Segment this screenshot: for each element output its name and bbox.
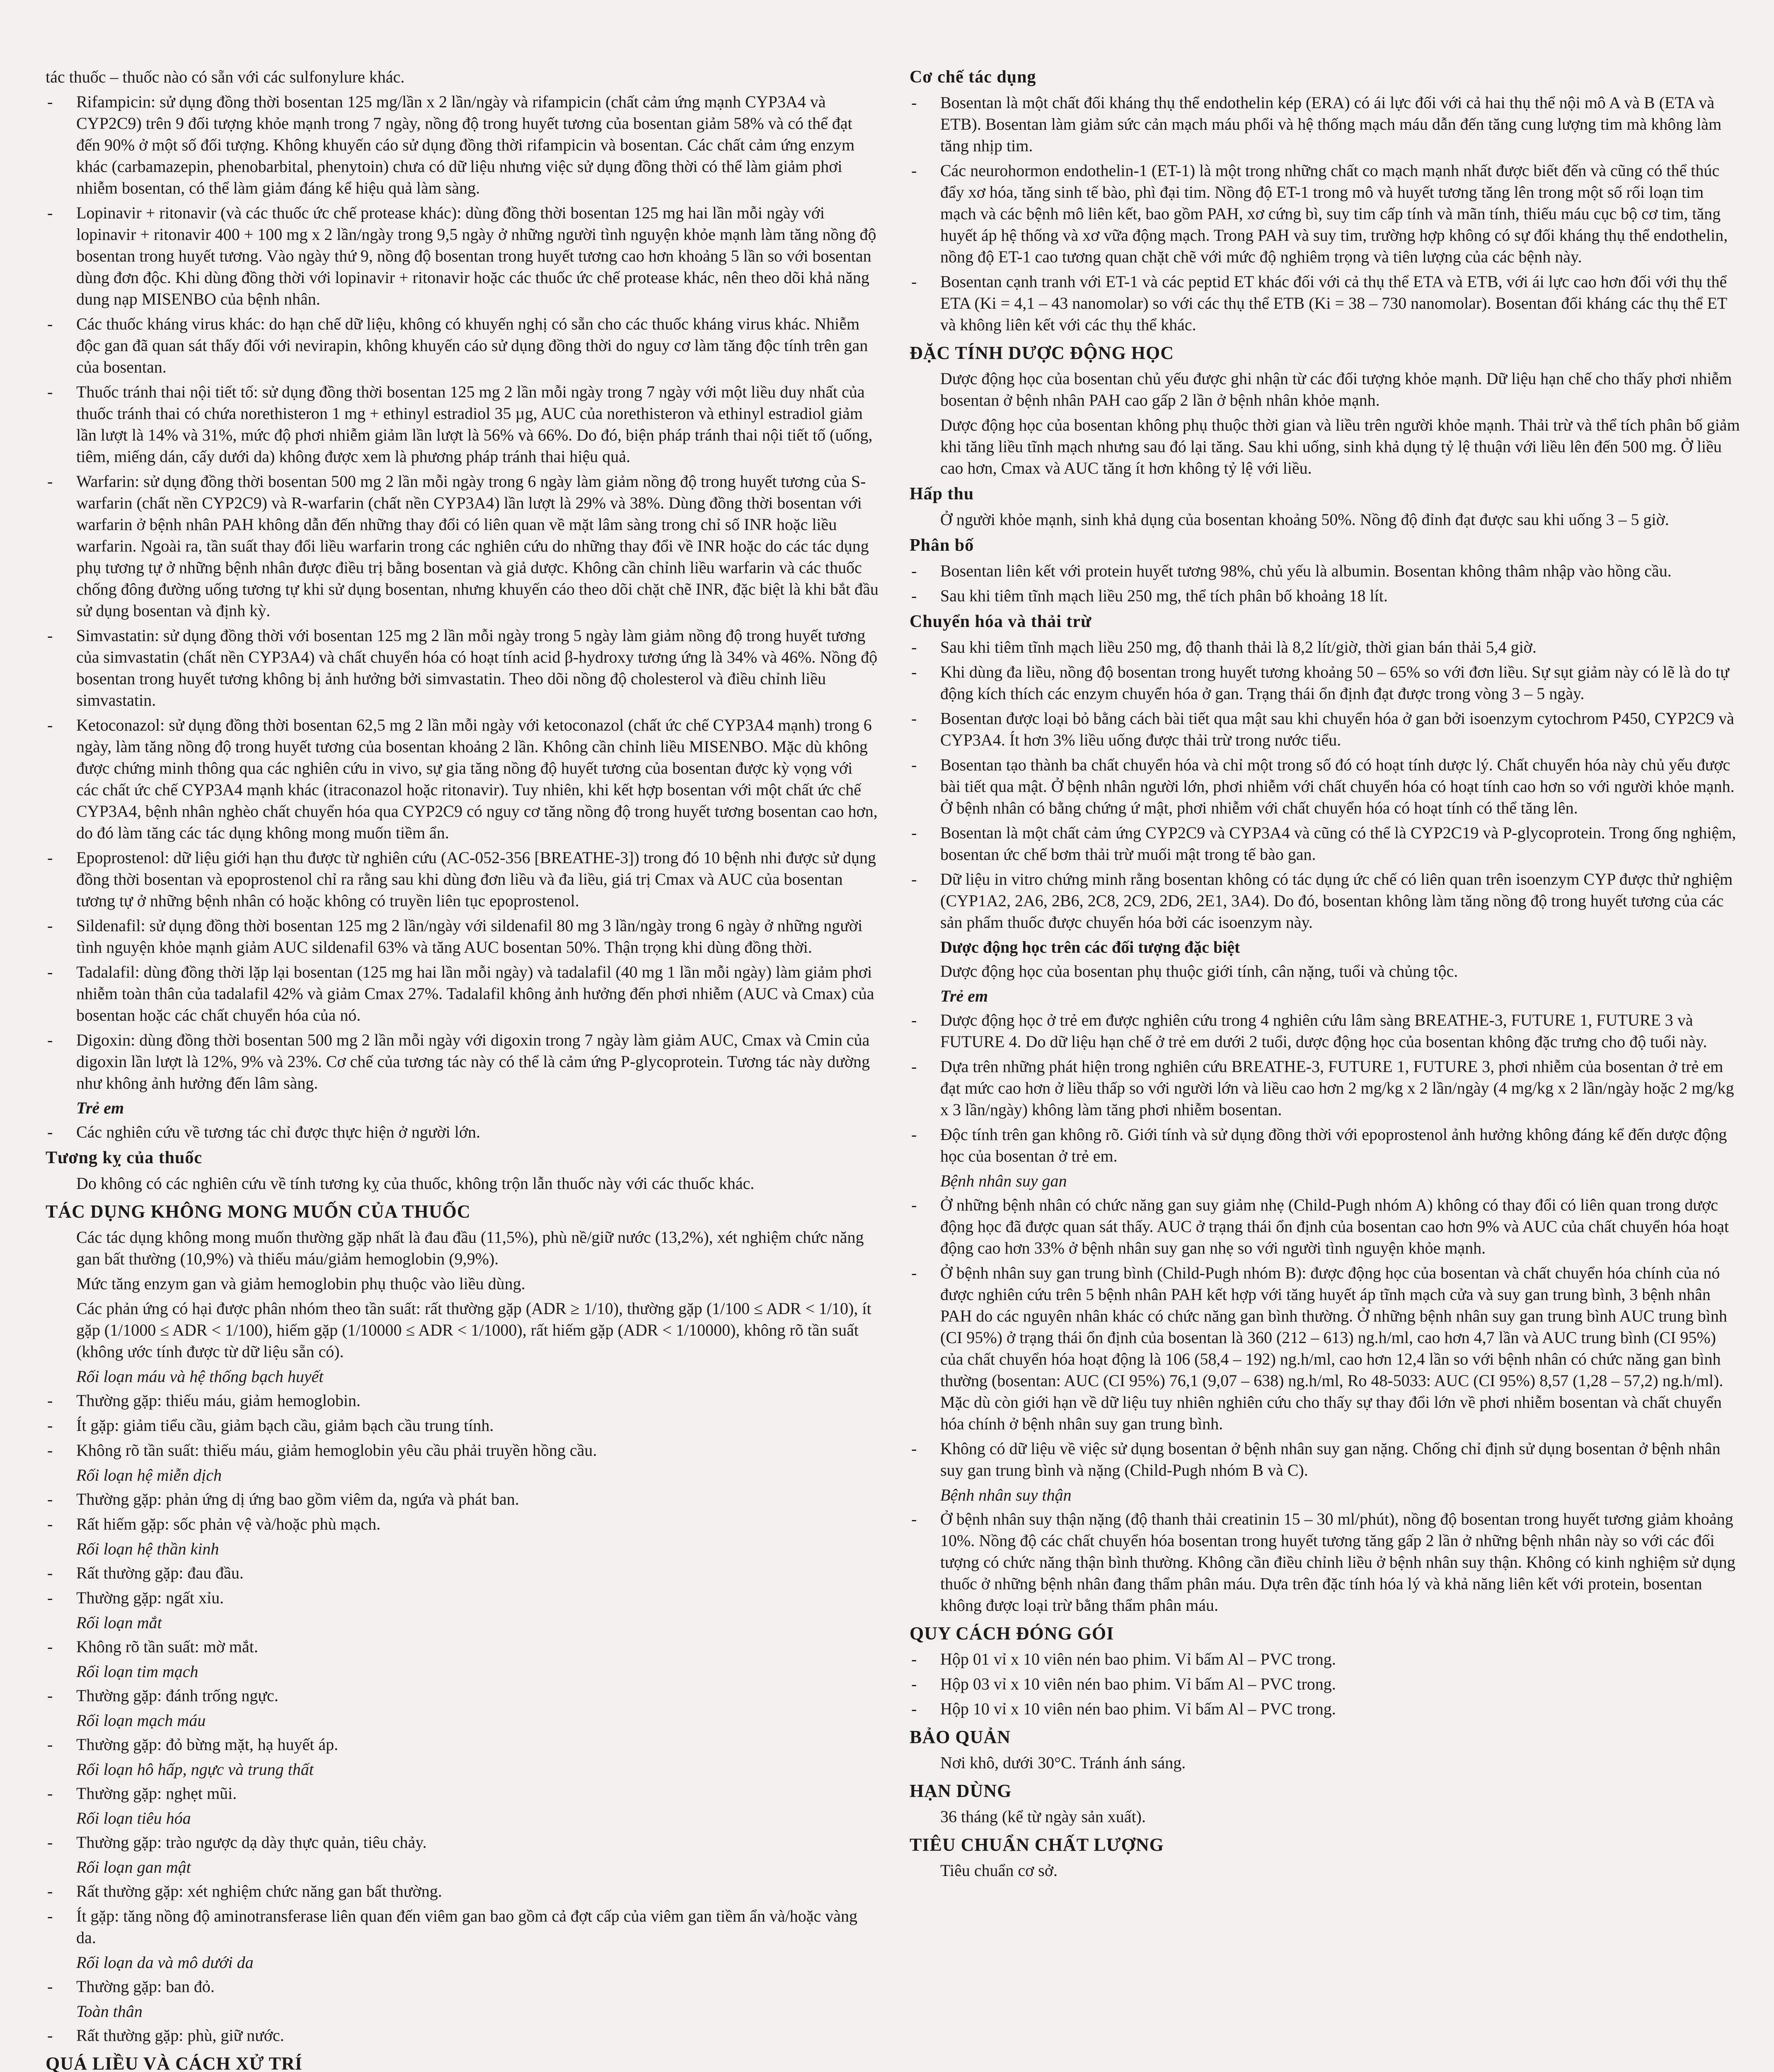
list-item-text: Bosentan liên kết với protein huyết tương 98%, chủ yếu là albumin. Bosentan không thâm nhập vào hồng cầu. [940, 562, 1672, 580]
bullet-dash: - [47, 203, 53, 222]
bullet-dash: - [47, 1833, 53, 1852]
list-item-text: Các thuốc kháng virus khác: do hạn chế dữ liệu, không có khuyến nghị có sẵn cho các thuốc kháng virus khác. Nhiễm độc gan đã quan sát thấy đối với nevirapin, không khuyến cáo sử dụng đồng thời do nguy cơ làm tăng độc tính trên gan của bosentan. [76, 315, 868, 376]
bullet-dash: - [911, 1011, 917, 1029]
bullet-dash: - [47, 1031, 53, 1049]
bullet-dash: - [911, 1650, 917, 1668]
list-item [46, 1636, 879, 1658]
list-item [910, 1438, 1743, 1481]
bullet-dash: - [911, 1057, 917, 1076]
bullet-dash: - [47, 1637, 53, 1656]
list-item [46, 313, 879, 378]
list-item [46, 625, 879, 711]
list-item [46, 1783, 879, 1804]
left-column [46, 66, 879, 2072]
incompatibility-heading: Tương kỵ của thuốc [46, 1148, 203, 1167]
bullet-dash: - [47, 716, 53, 734]
list-item-text: Hộp 03 vỉ x 10 viên nén bao phim. Vỉ bấm Al – PVC trong. [940, 1675, 1336, 1693]
list-item-text: Sildenafil: sử dụng đồng thời bosentan 125 mg 2 lần/ngày với sildenafil 80 mg 3 lần/ngày trong 6 ngày ở những người tình nguyện khỏe mạnh giảm AUC sildenafil 63% và tăng AUC bosentan 50%. Thận trọng khi dùng đồng thời. [76, 916, 863, 956]
list-item [46, 1734, 879, 1755]
bullet-dash: - [47, 626, 53, 645]
bullet-dash: - [47, 472, 53, 491]
list-item [910, 560, 1743, 582]
adverse-effect-group-label: Rối loạn hệ miễn dịch [76, 1466, 222, 1484]
list-item-text: Rất thường gặp: đau đầu. [76, 1564, 244, 1582]
bullet-dash: - [47, 1588, 53, 1607]
children-label: Trẻ em [940, 987, 988, 1005]
absorption-heading: Hấp thu [910, 484, 974, 503]
list-item [46, 714, 879, 844]
adverse-effect-group-label: Rối loạn da và mô dưới da [76, 1953, 254, 1972]
list-item [46, 1415, 879, 1436]
list-item [46, 1976, 879, 1997]
quality-standard-heading: TIÊU CHUẨN CHẤT LƯỢNG [910, 1835, 1164, 1855]
list-item [46, 1905, 879, 1949]
list-item-text: Các neurohormon endothelin-1 (ET-1) là một trong những chất co mạch mạnh nhất được biết đến và cũng có thể thúc đẩy xơ hóa, tăng sinh tế bào, phì đại tim. Nồng độ ET-1 trong mô và huyết tương tăng lên trong một số rối loạn tim mạch và các bệnh mô liên kết, bao gồm PAH, xơ cứng bì, suy tim cấp tính và mãn tính, thiếu máu cục bộ cơ tim, tăng huyết áp hệ thống và xơ vữa động mạch. Trong PAH và suy tim, trường hợp không có sự đối kháng thụ thể endothelin, nồng độ ET-1 cao tương quan chặt chẽ với mức độ nghiêm trọng và tiên lượng của các bệnh này. [940, 161, 1728, 266]
bullet-dash: - [47, 92, 53, 111]
adverse-effect-group-label: Rối loạn máu và hệ thống bạch huyết [76, 1367, 324, 1386]
list-item-text: Thường gặp: ban đỏ. [76, 1977, 215, 1996]
list-item [46, 471, 879, 622]
children-list [910, 1009, 1743, 1167]
shelf-life-text: 36 tháng (kể từ ngày sản xuất). [940, 1807, 1146, 1826]
list-item [910, 271, 1743, 336]
list-item [46, 91, 879, 199]
storage-text: Nơi khô, dưới 30°C. Tránh ánh sáng. [940, 1753, 1186, 1772]
pk-para: Dược động học của bosentan chủ yếu được ghi nhận từ các đối tượng khỏe mạnh. Dữ liệu hạn chế cho thấy phơi nhiễm bosentan ở bệnh nhân PAH cao gấp 2 lần ở bệnh nhân khỏe mạnh. [940, 369, 1732, 409]
special-populations-heading: Dược động học trên các đối tượng đặc biệt [940, 938, 1240, 956]
incompatibility-text: Do không có các nghiên cứu về tính tương kỵ của thuốc, không trộn lẫn thuốc này với các thuốc khác. [76, 1174, 755, 1193]
adverse-effects-para: Các tác dụng không mong muốn thường gặp nhất là đau đầu (11,5%), phù nề/giữ nước (13,2%), xét nghiệm chức năng gan bất thường (10,9%) và thiếu máu/giảm hemoglobin (9,9%). [76, 1228, 864, 1268]
list-item-text: Không rõ tần suất: mờ mắt. [76, 1637, 258, 1656]
adverse-effect-group-label: Rối loạn tim mạch [76, 1662, 198, 1681]
distribution-list [910, 560, 1743, 607]
absorption-text: Ở người khỏe mạnh, sinh khả dụng của bosentan khoảng 50%. Nồng độ đỉnh đạt được sau khi uống 3 – 5 giờ. [940, 510, 1669, 529]
list-item [910, 869, 1743, 933]
list-item: - Các nghiên cứu về tương tác chỉ được thực hiện ở người lớn. [47, 1123, 481, 1141]
pk-para: Dược động học của bosentan không phụ thuộc thời gian và liều trên người khỏe mạnh. Thải trừ và thể tích phân bố giảm khi tăng liều tĩnh mạch nhưng sau đó lại tăng. Sau khi uống, sinh khả dụng tỷ lệ thuận với liều lên đến 500 mg. Ở liều cao hơn, Cmax và AUC tăng ít hơn không tỷ lệ với liều. [940, 416, 1740, 477]
quality-standard-text: Tiêu chuẩn cơ sở. [940, 1861, 1058, 1880]
list-item-text: Epoprostenol: dữ liệu giới hạn thu được từ nghiên cứu (AC-052-356 [BREATHE-3]) trong đó 10 bệnh nhi được sử dụng đồng thời bosentan và epoprostenol chỉ ra rằng sau khi dùng đơn liều và đa liều, giá trị Cmax và AUC của bosentan tương tự ở những bệnh nhân có hoặc không có truyền liên tục epoprostenol. [76, 848, 876, 910]
list-item-text: Ở bệnh nhân suy thận nặng (độ thanh thải creatinin 15 – 30 ml/phút), nồng độ bosentan trong huyết tương giảm khoảng 10%. Nồng độ các chất chuyển hóa bosentan trong huyết tương tăng gấp 2 lần ở những bệnh nhân này so với các đối tượng có chức năng thận bình thường. Không cần điều chỉnh liều ở bệnh nhân suy thận. Không có kinh nghiệm sử dụng thuốc ở những bệnh nhân đang thẩm phân máu. Dựa trên đặc tính hóa lý và khả năng liên kết với protein, bosentan không được loại trừ bằng thẩm phân máu. [940, 1510, 1735, 1615]
list-item-text: Thường gặp: thiếu máu, giảm hemoglobin. [76, 1391, 361, 1410]
list-item-text: Lopinavir + ritonavir (và các thuốc ức chế protease khác): dùng đồng thời bosentan 125 mg hai lần mỗi ngày với lopinavir + ritonavir 400 + 100 mg x 2 lần/ngày trong 9,5 ngày ở những người tình nguyện khỏe mạnh làm tăng nồng độ bosentan trong huyết tương. Vào ngày thứ 9, nồng độ bosentan trong huyết tương cao hơn khoảng 5 lần so với bosentan dùng đơn độc. Khi dùng đồng thời với lopinavir + ritonavir hoặc các thuốc ức chế protease khác, nên theo dõi khả năng dung nạp MISENBO của bệnh nhân. [76, 203, 876, 308]
list-item-text: Rất thường gặp: xét nghiệm chức năng gan bất thường. [76, 1882, 442, 1900]
list-item-text: Khi dùng đa liều, nồng độ bosentan trong huyết tương khoảng 50 – 65% so với đơn liều. Sự sụt giảm này có lẽ là do tự động kích thích các enzym chuyển hóa ở gan. Trạng thái ổn định đạt được trong vòng 3 – 5 ngày. [940, 663, 1729, 703]
mechanism-heading: Cơ chế tác dụng [910, 68, 1036, 87]
adverse-effects-heading: TÁC DỤNG KHÔNG MONG MUỐN CỦA THUỐC [46, 1201, 471, 1222]
special-populations-intro: Dược động học của bosentan phụ thuộc giới tính, cân nặng, tuổi và chủng tộc. [940, 962, 1458, 980]
adverse-effect-group-label: Rối loạn gan mật [76, 1858, 191, 1876]
hepatic-label: Bệnh nhân suy gan [940, 1172, 1067, 1190]
renal-list [910, 1508, 1743, 1616]
pharmacokinetics-heading: ĐẶC TÍNH DƯỢC ĐỘNG HỌC [910, 343, 1174, 363]
list-item [910, 1124, 1743, 1167]
list-item [46, 1881, 879, 1902]
bullet-dash: - [47, 1441, 53, 1460]
list-item-text: Digoxin: dùng đồng thời bosentan 500 mg 2 lần mỗi ngày với digoxin trong 7 ngày làm giảm AUC, Cmax và Cmin của digoxin lần lượt là 12%, 9% và 23%. Cơ chế của tương tác này có thể là cảm ứng P-glycoprotein. Tương tác này dường như không ảnh hưởng đến lâm sàng. [76, 1031, 870, 1092]
list-item [46, 1562, 879, 1584]
list-item [46, 1029, 879, 1094]
list-item [46, 381, 879, 467]
adverse-effect-group-label: Rối loạn hô hấp, ngực và trung thất [76, 1760, 314, 1779]
children-label: Trẻ em [76, 1099, 124, 1117]
bullet-dash: - [911, 586, 917, 605]
bullet-dash: - [911, 562, 917, 580]
distribution-heading: Phân bố [910, 536, 974, 555]
bullet-dash: - [47, 1391, 53, 1410]
list-item-text: Không rõ tần suất: thiếu máu, giảm hemoglobin yêu cầu phải truyền hồng cầu. [76, 1441, 597, 1460]
right-column [910, 66, 1743, 1885]
bullet-dash: - [47, 382, 53, 401]
list-item-text: Bosentan tạo thành ba chất chuyển hóa và chỉ một trong số đó có hoạt tính dược lý. Chất chuyển hóa này chủ yếu được bài tiết qua mật. Ở bệnh nhân người lớn, phơi nhiễm với chất chuyển hóa có hoạt tính cao hơn so với người khỏe mạnh. Ở bệnh nhân có bằng chứng ứ mật, phơi nhiễm với chất chuyển hóa có hoạt tính có thể tăng lên. [940, 755, 1735, 817]
list-item-text: Bosentan là một chất cảm ứng CYP2C9 và CYP3A4 và cũng có thể là CYP2C19 và P-glycoprotein. Trong ống nghiệm, bosentan ức chế bơm thải trừ muối mật trong tế bào gan. [940, 823, 1736, 864]
list-item [910, 661, 1743, 704]
list-item-text: Không có dữ liệu về việc sử dụng bosentan ở bệnh nhân suy gan nặng. Chống chỉ định sử dụng bosentan ở bệnh nhân suy gan trung bình và nặng (Child-Pugh nhóm B và C). [940, 1439, 1721, 1479]
bullet-dash: - [47, 1490, 53, 1508]
bullet-dash: - [911, 1439, 917, 1458]
packaging-list [910, 1648, 1743, 1720]
list-item-text: Thường gặp: đỏ bừng mặt, hạ huyết áp. [76, 1735, 339, 1754]
list-item [910, 92, 1743, 157]
hepatic-list [910, 1194, 1743, 1481]
list-item [910, 637, 1743, 658]
bullet-dash: - [911, 93, 917, 112]
bullet-dash: - [911, 161, 917, 180]
list-item [46, 1685, 879, 1706]
list-item [46, 915, 879, 958]
bullet-dash: - [911, 638, 917, 656]
list-item-text: Dược động học ở trẻ em được nghiên cứu trong 4 nghiên cứu lâm sàng BREATHE-3, FUTURE 1, FUTURE 3 và FUTURE 4. Do dữ liệu hạn chế ở trẻ em dưới 2 tuổi, dược động học của bosentan không đặc trưng cho độ tuổi này. [940, 1011, 1707, 1051]
bullet-dash: - [911, 1675, 917, 1693]
interaction-list [46, 91, 879, 1094]
list-item [910, 1648, 1743, 1670]
list-item-text: Dựa trên những phát hiện trong nghiên cứu BREATHE-3, FUTURE 1, FUTURE 3, phơi nhiễm của bosentan ở trẻ em đạt mức cao hơn ở liều thấp so với người lớn và liều cao hơn 2 mg/kg x 2 lần/ngày (4 mg/kg x 2 lần/ngày hoặc 2 mg/kg x 3 lần/ngày) không làm tăng phơi nhiễm bosentan. [940, 1057, 1734, 1119]
list-item [46, 1587, 879, 1609]
bullet-dash: - [47, 1416, 53, 1435]
bullet-dash: - [911, 1196, 917, 1214]
list-item [910, 822, 1743, 865]
bullet-dash: - [911, 755, 917, 774]
list-item-text: Tadalafil: dùng đồng thời lặp lại bosentan (125 mg hai lần mỗi ngày) và tadalafil (40 mg 1 lần mỗi ngày) làm giảm phơi nhiễm toàn thân của tadalafil 42% và giảm Cmax 27%. Tadalafil không ảnh hưởng đến phơi nhiễm (AUC và Cmax) của bosentan hoặc các chất chuyển hóa của nó. [76, 963, 874, 1024]
list-item-text: Dữ liệu in vitro chứng minh rằng bosentan không có tác dụng ức chế có liên quan trên isoenzym CYP được thử nghiệm (CYP1A2, 2A6, 2B6, 2C8, 2C9, 2D6, 2E1, 3A4). Do đó, bosentan không làm tăng nồng độ trong huyết tương của các sản phẩm thuốc được chuyển hóa bởi các isoenzym này. [940, 870, 1733, 932]
list-item [910, 1508, 1743, 1616]
mechanism-list [910, 92, 1743, 336]
list-item [910, 160, 1743, 268]
list-item [910, 1009, 1743, 1053]
list-item-text: Rất thường gặp: phù, giữ nước. [76, 2026, 284, 2045]
list-item [46, 961, 879, 1026]
adverse-effects-para: Mức tăng enzym gan và giảm hemoglobin phụ thuộc vào liều dùng. [76, 1274, 525, 1293]
bullet-dash: - [911, 272, 917, 291]
adverse-effect-group-label: Rối loạn mắt [76, 1613, 162, 1632]
bullet-dash: - [911, 1264, 917, 1282]
adverse-effect-group-label: Rối loạn tiêu hóa [76, 1809, 191, 1828]
storage-heading: BẢO QUẢN [910, 1727, 1011, 1747]
bullet-dash: - [47, 1977, 53, 1996]
bullet-dash: - [911, 1699, 917, 1718]
packaging-heading: QUY CÁCH ĐÓNG GÓI [910, 1623, 1114, 1644]
list-item [46, 2025, 879, 2046]
list-item [910, 708, 1743, 751]
bullet-dash: - [47, 1564, 53, 1582]
bullet-dash: - [911, 709, 917, 728]
adverse-effects-groups [46, 1366, 879, 2046]
adverse-effect-group-label: Rối loạn hệ thần kinh [76, 1539, 219, 1558]
list-item [910, 1698, 1743, 1720]
list-item-text: Rất hiếm gặp: sốc phản vệ và/hoặc phù mạch. [76, 1515, 381, 1533]
bullet-dash: - [47, 1784, 53, 1803]
list-item [46, 847, 879, 912]
bullet-dash: - [47, 315, 53, 333]
list-item-text: Thường gặp: đánh trống ngực. [76, 1686, 278, 1705]
list-item [46, 1832, 879, 1853]
continuation-line: tác thuốc – thuốc nào có sẵn với các sulfonylure khác. [46, 68, 405, 86]
list-item [910, 1056, 1743, 1121]
list-item-text: Warfarin: sử dụng đồng thời bosentan 500 mg 2 lần mỗi ngày trong 6 ngày làm giảm nồng độ trong huyết tương của S-warfarin (chất nền CYP2C9) và R-warfarin (chất nền CYP3A4) lần lượt là 29% và 38%. Dùng đồng thời bosentan với warfarin ở bệnh nhân PAH không dẫn đến những thay đổi có liên quan về mặt lâm sàng trong chỉ số INR hoặc liều warfarin. Ngoài ra, tần suất thay đổi liều warfarin trong các nghiên cứu do những thay đổi về INR hoặc do các tác dụng phụ tương tự ở những bệnh nhân được điều trị bằng bosentan và giả dược. Không cần chỉnh liều warfarin và các thuốc chống đông đường uống tương tự khi sử dụng bosentan, nhưng khuyến cáo theo dõi chặt chẽ INR, đặc biệt là khi bắt đầu sử dụng bosentan và định kỳ. [76, 472, 879, 620]
list-item-text: Sau khi tiêm tĩnh mạch liều 250 mg, độ thanh thải là 8,2 lít/giờ, thời gian bán thải 5,4 giờ. [940, 638, 1537, 656]
adverse-effects-para: Các phản ứng có hại được phân nhóm theo tần suất: rất thường gặp (ADR ≥ 1/10), thường gặp (1/100 ≤ ADR < 1/10), ít gặp (1/1000 ≤ ADR < 1/100), hiếm gặp (1/10000 ≤ ADR < 1/1000), rất hiếm gặp (ADR < 1/10000), không rõ tần suất (không ước tính được từ dữ liệu sẵn có). [76, 1299, 871, 1361]
list-item-text: Thường gặp: phản ứng dị ứng bao gồm viêm da, ngứa và phát ban. [76, 1490, 519, 1508]
list-item-text: Bosentan là một chất đối kháng thụ thể endothelin kép (ERA) có ái lực đối với cả hai thụ thể nội mô A và B (ETA và ETB). Bosentan làm giảm sức cản mạch máu phổi và hệ thống mạch máu dẫn đến tăng cung lượng tim mà không làm tăng nhịp tim. [940, 93, 1722, 155]
list-item-text: Ít gặp: tăng nồng độ aminotransferase liên quan đến viêm gan bao gồm cả đợt cấp của viêm gan tiềm ẩn và/hoặc vàng da. [76, 1907, 857, 1947]
list-item-text: Ở bệnh nhân suy gan trung bình (Child-Pugh nhóm B): được động học của bosentan và chất chuyển hóa chính của nó được nghiên cứu trên 5 bệnh nhân PAH kết hợp với tăng huyết áp tĩnh mạch cửa và suy gan trung bình, 3 bệnh nhân PAH do các nguyên nhân khác có chức năng gan bình thường. Ở những bệnh nhân suy gan trung bình AUC trung bình (CI 95%) ở trạng thái ổn định của bosentan là 360 (212 – 613) ng.h/ml, cao hơn 4,7 lần và AUC trung bình (CI 95%) của chất chuyển hóa hoạt động là 106 (58,4 – 192) ng.h/ml, cao hơn 12,4 lần so với bệnh nhân có chức năng gan bình thường (bosentan: AUC (CI 95%) 76,1 (9,07 – 638) ng.h/ml, Ro 48-5033: AUC (CI 95%) 8,57 (1,28 – 57,2) ng.h/ml). Mặc dù còn giới hạn về dữ liệu tuy nhiên nghiên cứu cho thấy sự thay đổi lớn về phơi nhiễm bosentan và chất chuyển hóa chính ở bệnh nhân suy gan trung bình. [940, 1264, 1727, 1433]
list-item [910, 1673, 1743, 1695]
metabolism-heading: Chuyển hóa và thải trừ [910, 612, 1092, 631]
list-item-text: Hộp 10 vỉ x 10 viên nén bao phim. Vỉ bấm Al – PVC trong. [940, 1699, 1336, 1718]
list-item [46, 1390, 879, 1411]
list-item-text: Thường gặp: ngất xỉu. [76, 1588, 224, 1607]
shelf-life-heading: HẠN DÙNG [910, 1781, 1012, 1801]
list-item [910, 585, 1743, 607]
list-item [910, 1194, 1743, 1259]
list-item-text: Bosentan được loại bỏ bằng cách bài tiết qua mật sau khi chuyển hóa ở gan bởi isoenzym cytochrom P450, CYP2C9 và CYP3A4. Ít hơn 3% liều uống được thải trừ trong nước tiểu. [940, 709, 1734, 749]
bullet-dash: - [47, 1686, 53, 1705]
bullet-dash: - [911, 663, 917, 681]
adverse-effect-group-label: Rối loạn mạch máu [76, 1711, 206, 1730]
list-item-text: Thường gặp: trào ngược dạ dày thực quản, tiêu chảy. [76, 1833, 427, 1852]
bullet-dash: - [47, 1735, 53, 1754]
list-item-text: Bosentan cạnh tranh với ET-1 và các peptid ET khác đối với cả thụ thể ETA và ETB, với ái lực cao hơn đối với thụ thể ETA (Ki = 4,1 – 43 nanomolar) so với các thụ thể ETB (Ki = 38 – 730 nanomolar). Bosentan đối kháng các thụ thể ET và không liên kết với các thụ thể khác. [940, 272, 1727, 334]
bullet-dash: - [911, 870, 917, 888]
bullet-dash: - [911, 1125, 917, 1144]
list-item [46, 1440, 879, 1461]
bullet-dash: - [911, 823, 917, 842]
bullet-dash: - [47, 1882, 53, 1900]
bullet-dash: - [47, 848, 53, 867]
overdose-heading: QUÁ LIỀU VÀ CÁCH XỬ TRÍ [46, 2053, 303, 2072]
bullet-dash: - [47, 916, 53, 935]
bullet-dash: - [47, 1907, 53, 1925]
list-item-text: Sau khi tiêm tĩnh mạch liều 250 mg, thể tích phân bố khoảng 18 lít. [940, 586, 1388, 605]
list-item-text: Độc tính trên gan không rõ. Giới tính và sử dụng đồng thời với epoprostenol ảnh hưởng không đáng kể đến dược động học của bosentan ở trẻ em. [940, 1125, 1727, 1165]
list-item-text: Simvastatin: sử dụng đồng thời với bosentan 125 mg 2 lần mỗi ngày trong 5 ngày làm giảm nồng độ trong huyết tương của simvastatin (chất nền CYP3A4) và chất chuyển hóa có hoạt tính acid β-hydroxy tương ứng là 34% và 46%. Nồng độ bosentan trong huyết tương không bị ảnh hưởng bởi simvastatin. Theo dõi nồng độ cholesterol và điều chỉnh liều simvastatin. [76, 626, 878, 709]
list-item-text: Ít gặp: giảm tiểu cầu, giảm bạch cầu, giảm bạch cầu trung tính. [76, 1416, 494, 1435]
list-item [46, 1489, 879, 1510]
list-item-text: Ở những bệnh nhân có chức năng gan suy giảm nhẹ (Child-Pugh nhóm A) không có thay đổi có liên quan trong dược động học đã được quan sát thấy. AUC ở trạng thái ổn định của bosentan cao hơn 9% và AUC của chất chuyển hóa hoạt động cao hơn 33% ở bệnh nhân suy gan nhẹ so với người tình nguyện khỏe mạnh. [940, 1196, 1729, 1257]
list-item-text: Rifampicin: sử dụng đồng thời bosentan 125 mg/lần x 2 lần/ngày và rifampicin (chất cảm ứng mạnh CYP3A4 và CYP2C9) trên 9 đối tượng khỏe mạnh trong 7 ngày, nồng độ trong huyết tương của bosentan giảm 58% và có thể đạt đến 90% ở một số đối tượng. Không khuyến cáo sử dụng đồng thời rifampicin và bosentan. Các chất cảm ứng enzym khác (carbamazepin, phenobarbital, phenytoin) chưa có dữ liệu nhưng việc sử dụng đồng thời có thể làm giảm phơi nhiễm bosentan, có thể làm giảm đáng kể hiệu quả làm sàng. [76, 92, 855, 197]
adverse-effect-group-label: Toàn thân [76, 2002, 143, 2021]
list-item [910, 754, 1743, 819]
list-item [46, 202, 879, 310]
list-item-text: Thuốc tránh thai nội tiết tố: sử dụng đồng thời bosentan 125 mg 2 lần mỗi ngày trong 7 ngày với một liều duy nhất của thuốc tránh thai có chứa norethisteron 1 mg + ethinyl estradiol 35 µg, AUC của norethisteron và ethinyl estradiol giảm lần lượt là 14% và 31%, mức độ phơi nhiễm giảm lần lượt là 56% và 66%. Do đó, biện pháp tránh thai nội tiết tố (uống, tiêm, miếng dán, cấy dưới da) không được xem là phương pháp tránh thai hiệu quả. [76, 382, 873, 466]
bullet-dash: - [47, 2026, 53, 2045]
metabolism-list [910, 637, 1743, 933]
bullet-dash: - [47, 1515, 53, 1533]
bullet-dash: - [911, 1510, 917, 1528]
list-item [910, 1262, 1743, 1435]
list-item-text: Hộp 01 vỉ x 10 viên nén bao phim. Vỉ bấm Al – PVC trong. [940, 1650, 1336, 1668]
list-item [46, 1513, 879, 1535]
bullet-dash: - [47, 963, 53, 981]
renal-label: Bệnh nhân suy thận [940, 1486, 1072, 1504]
list-item-text: Ketoconazol: sử dụng đồng thời bosentan 62,5 mg 2 lần mỗi ngày với ketoconazol (chất ức chế CYP3A4 mạnh) trong 6 ngày, làm tăng nồng độ trong huyết tương của bosentan khoảng 2 lần. Không cần chỉnh liều MISENBO. Mặc dù không được chứng minh thông qua các nghiên cứu in vivo, sự gia tăng nồng độ huyết tương của bosentan được kỳ vọng với các chất ức chế CYP3A4 mạnh khác (itraconazol hoặc ritonavir). Tuy nhiên, khi kết hợp bosentan với một chất ức chế CYP3A4, bệnh nhân nghèo chất chuyển hóa qua CYP2C9 có nguy cơ tăng nồng độ trong huyết tương bosentan cao hơn, do đó làm tăng các tác dụng không mong muốn tiềm ẩn. [76, 716, 878, 842]
list-item-text: Thường gặp: nghẹt mũi. [76, 1784, 237, 1803]
